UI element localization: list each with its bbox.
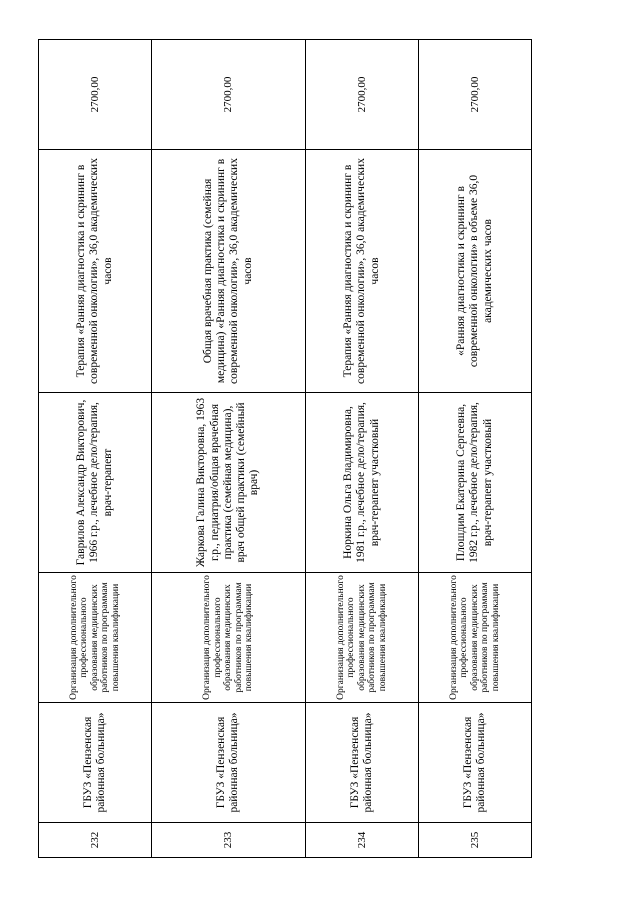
doctor-cell: Плошдим Екатерина Сергеевна, 1982 г.р., лечебное дело/терапия, врач-терапевт участковый [418, 393, 531, 573]
price-cell: 2700,00 [152, 40, 306, 150]
row-number: 233 [152, 823, 306, 858]
course-cell: Общая врачебная практика (семейная медицина) «Ранняя диагностика и скрининг в современной онкологии», 36,0 академических часов [152, 150, 306, 393]
program-type-cell: Организация дополнительного профессионального образования медицинских работников по программам повышения квалификации [418, 573, 531, 703]
program-type-cell: Организация дополнительного профессионального образования медицинских работников по программам повышения квалификации [152, 573, 306, 703]
program-type-cell: Организация дополнительного профессионального образования медицинских работников по программам повышения квалификации [305, 573, 418, 703]
training-table [38, 39, 532, 858]
program-type-cell: Организация дополнительного профессионального образования медицинских работников по программам повышения квалификации [39, 573, 152, 703]
price-cell: 2700,00 [39, 40, 152, 150]
organization-cell: ГБУЗ «Пензенская районная больница» [305, 703, 418, 823]
course-cell: Терапия «Ранняя диагностика и скрининг в современной онкологии», 36,0 академических часов [305, 150, 418, 393]
organization-cell: ГБУЗ «Пензенская районная больница» [152, 703, 306, 823]
table-row [152, 40, 306, 858]
course-cell: «Ранняя диагностика и скрининг в современной онкологии» в объеме 36,0 академических часов [418, 150, 531, 393]
course-cell: Терапия «Ранняя диагностика и скрининг в современной онкологии», 36,0 академических часов [39, 150, 152, 393]
rotated-table-container [38, 40, 532, 858]
doctor-cell: Гаврилов Александр Викторович, 1966 г.р., лечебное дело/терапия, врач-терапевт [39, 393, 152, 573]
organization-cell: ГБУЗ «Пензенская районная больница» [418, 703, 531, 823]
row-number: 234 [305, 823, 418, 858]
table-row [418, 40, 531, 858]
table-row [39, 40, 152, 858]
row-number: 235 [418, 823, 531, 858]
price-cell: 2700,00 [305, 40, 418, 150]
row-number: 232 [39, 823, 152, 858]
table-row [305, 40, 418, 858]
organization-cell: ГБУЗ «Пензенская районная больница» [39, 703, 152, 823]
price-cell: 2700,00 [418, 40, 531, 150]
doctor-cell: Жаркова Галина Викторовна, 1963 г.р., педиатрия/общая врачебная практика (семейная медицина), врач общей практики (семейный врач) [152, 393, 306, 573]
doctor-cell: Норкина Ольга Владимировна, 1981 г.р., лечебное дело/терапия, врач-терапевт участковый [305, 393, 418, 573]
